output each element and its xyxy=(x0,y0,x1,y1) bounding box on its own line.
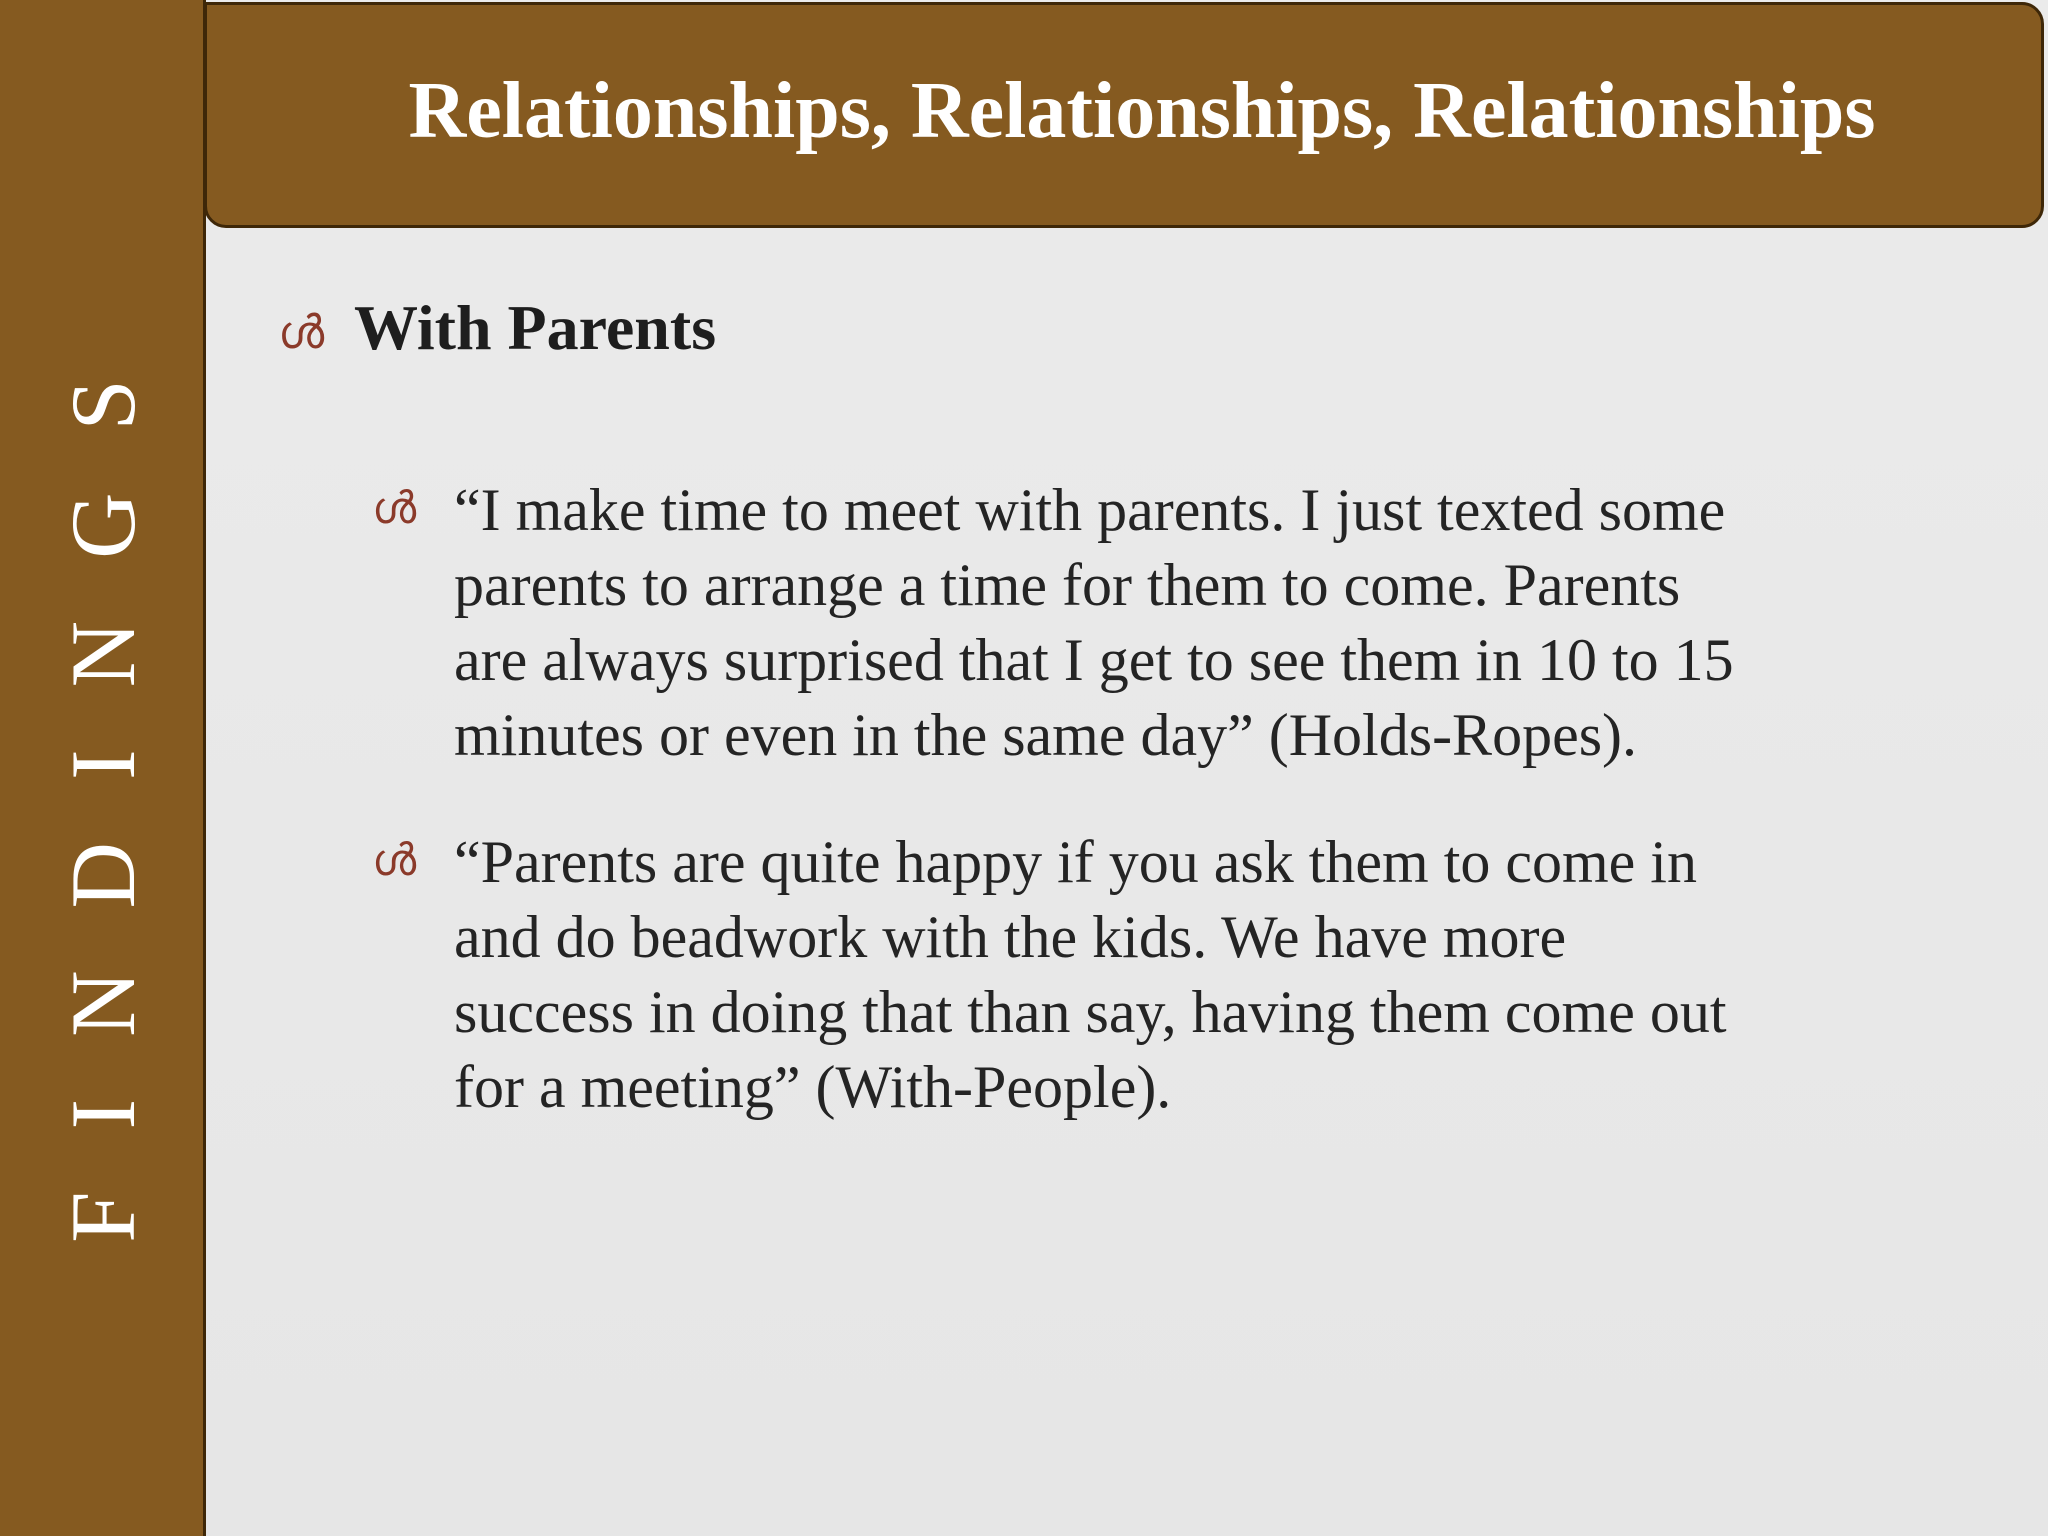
quote-item xyxy=(372,473,1992,773)
section-heading xyxy=(278,292,717,363)
curl-bullet-icon: ൾ xyxy=(278,305,325,359)
slide-title: Relationships, Relationships, Relationships xyxy=(408,67,1876,155)
heading-text: With Parents xyxy=(354,292,717,363)
quote-item xyxy=(372,825,1992,1125)
curl-bullet-icon: ൾ xyxy=(372,483,417,534)
title-banner xyxy=(204,2,2044,228)
quote-text: “I make time to meet with parents. I just texted some parents to arrange a time for them to come. Parents are always surprised that I get to see them in 10 to 15 minutes or even in the same day” (Holds-Ropes). xyxy=(454,477,1734,768)
curl-bullet-icon: ൾ xyxy=(372,835,417,886)
side-bar xyxy=(0,0,206,1536)
quote-text: “Parents are quite happy if you ask them to come in and do beadwork with the kids. We have more success in doing that than say, having them come out for a meeting” (With-People). xyxy=(454,829,1727,1120)
side-label: FINDINGS xyxy=(52,317,154,1243)
